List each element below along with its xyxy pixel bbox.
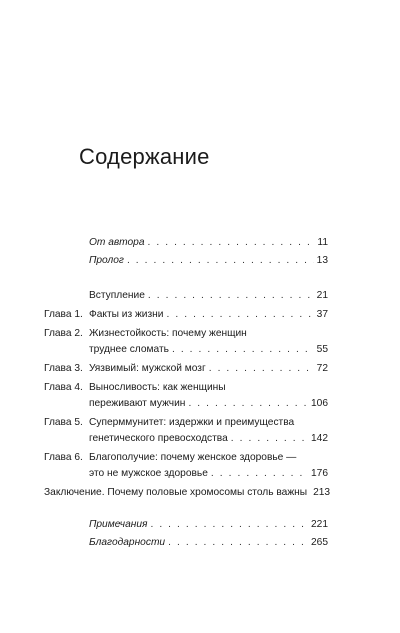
toc-entry-chapter-5-line-1 [44, 415, 294, 431]
toc-entry-acknowledgements [89, 535, 328, 551]
toc-entry-label: Уязвимый: мужской мозг [89, 363, 206, 374]
toc-page-number: 72 [316, 363, 328, 374]
toc-entry-chapter-1 [44, 307, 328, 323]
toc-entry-label-continued: генетического превосходства [89, 433, 228, 444]
page-title: Содержание [79, 144, 210, 169]
chapter-number: Глава 6. [44, 452, 83, 463]
chapter-number: Глава 5. [44, 417, 83, 428]
toc-page-number: 37 [316, 309, 328, 320]
chapter-number: Глава 1. [44, 309, 83, 320]
dot-leader [148, 288, 314, 304]
toc-entry-chapter-3 [44, 361, 328, 377]
dot-leader [172, 342, 314, 358]
toc-entry-label: Благодарности [89, 537, 166, 548]
chapter-number: Глава 4. [44, 382, 83, 393]
toc-entry-chapter-2-line-1 [44, 326, 247, 342]
toc-entry-label: Выносливость: как женщины [89, 382, 226, 393]
toc-entry-conclusion [44, 485, 331, 501]
chapter-number: Глава 3. [44, 363, 83, 374]
toc-page-number: 265 [311, 537, 328, 548]
toc-entry-label: Жизнестойкость: почему женщин [89, 328, 247, 339]
toc-entry-from-author [89, 235, 328, 251]
dot-leader [127, 253, 314, 269]
dot-leader [168, 535, 308, 551]
dot-leader [147, 235, 314, 251]
dot-leader [188, 396, 308, 412]
toc-entry-label: Суперммунитет: издержки и преимущества [89, 417, 295, 428]
toc-page-number: 221 [311, 519, 328, 530]
toc-page-number: 106 [311, 398, 328, 409]
toc-entry-label: Факты из жизни [89, 309, 164, 320]
toc-entry-notes [89, 517, 328, 533]
toc-entry-chapter-6 [89, 466, 328, 482]
toc-entry-label: От автора [89, 237, 145, 248]
toc-page-number: 21 [316, 290, 328, 301]
toc-entry-label: Вступление [89, 290, 145, 301]
chapter-number: Глава 2. [44, 328, 83, 339]
toc-entry-chapter-4-line-1 [44, 380, 226, 396]
toc-page-number: 176 [311, 468, 328, 479]
toc-entry-chapter-5 [89, 431, 328, 447]
toc-entry-introduction [89, 288, 328, 304]
toc-entry-chapter-2 [89, 342, 328, 358]
toc-entry-prologue [89, 253, 328, 269]
toc-entry-label-continued: труднее сломать [89, 344, 169, 355]
toc-entry-label: Пролог [89, 255, 124, 266]
toc-entry-label-continued: это не мужское здоровье [89, 468, 208, 479]
toc-entry-label: Примечания [89, 519, 148, 530]
dot-leader [209, 361, 314, 377]
dot-leader [211, 466, 308, 482]
toc-page-number: 13 [316, 255, 328, 266]
toc-entry-label: Благополучие: почему женское здоровье — [89, 452, 297, 463]
toc-entry-chapter-6-line-1 [44, 450, 296, 466]
toc-page-number: 213 [313, 487, 331, 498]
dot-leader [231, 431, 308, 447]
toc-page-number: 55 [316, 344, 328, 355]
toc-entry-label: Заключение. Почему половые хромосомы столь важны [44, 487, 308, 498]
toc-entry-chapter-4 [89, 396, 328, 412]
toc-entry-label-continued: переживают мужчин [89, 398, 186, 409]
dot-leader [150, 517, 308, 533]
toc-page-number: 11 [317, 237, 328, 248]
toc-page-number: 142 [311, 433, 328, 444]
dot-leader [167, 307, 314, 323]
